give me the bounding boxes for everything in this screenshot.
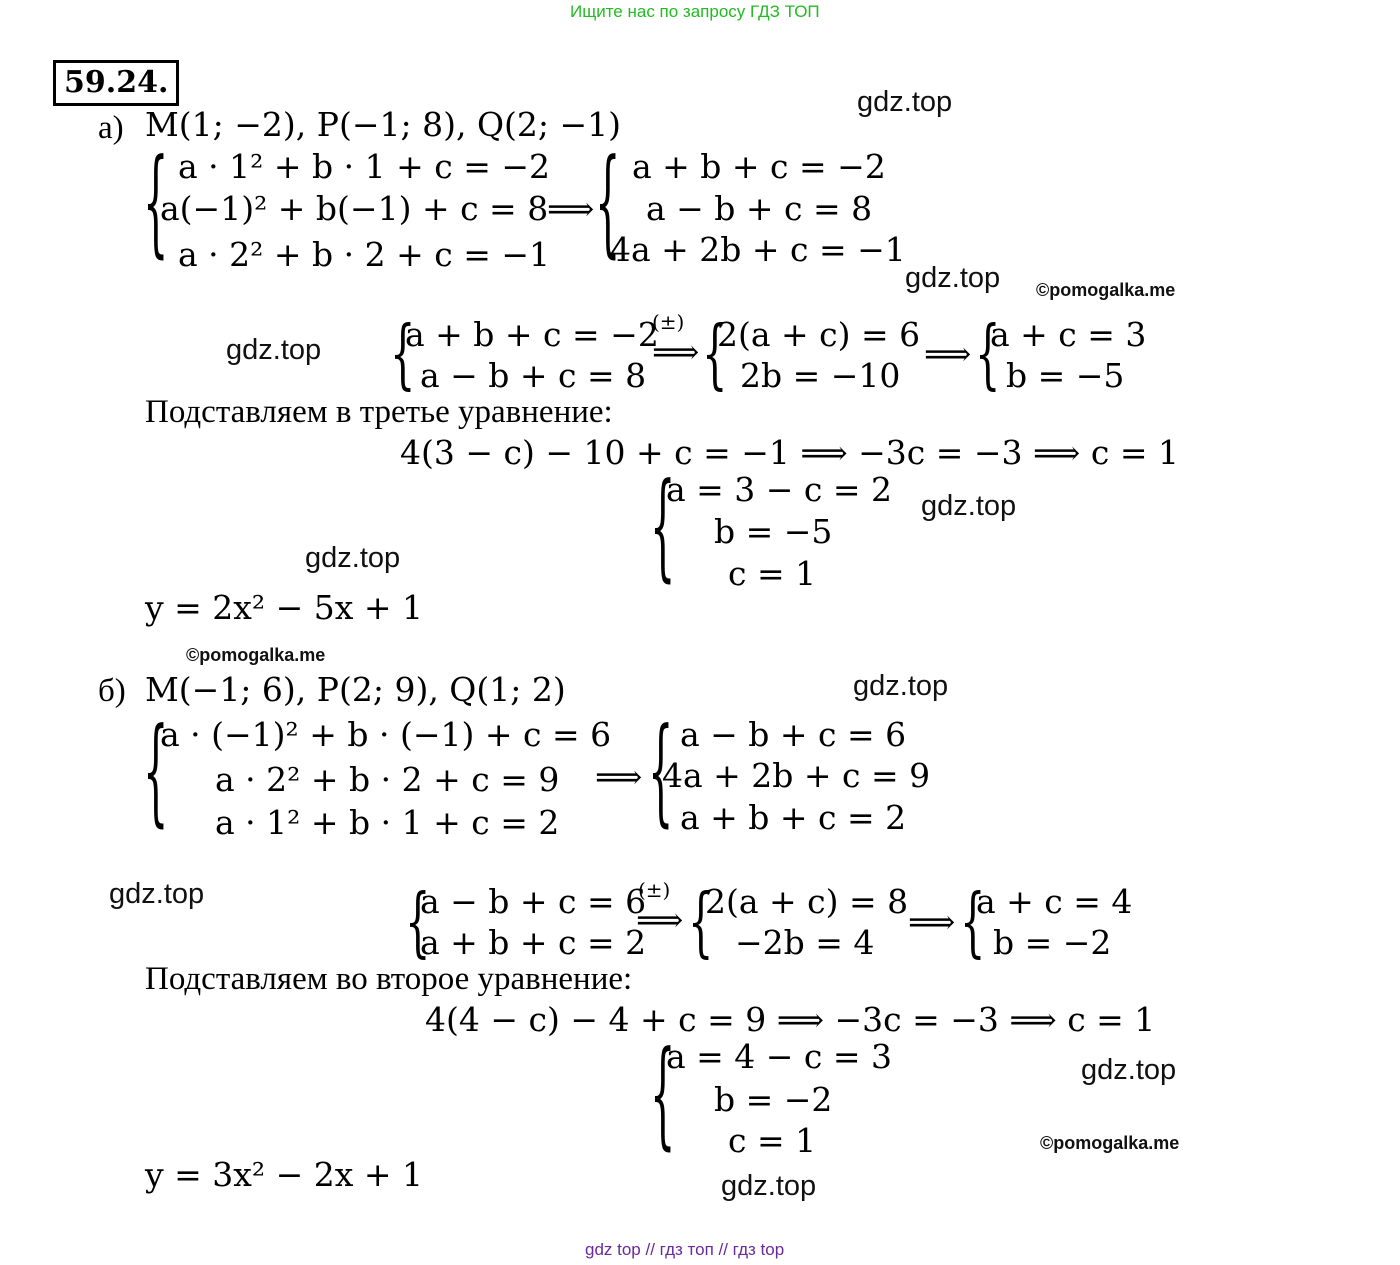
brace: { bbox=[648, 706, 674, 840]
substitute-text: Подставляем во второе уравнение: bbox=[145, 961, 633, 997]
equation: c = 1 bbox=[728, 1121, 817, 1160]
watermark-pomogalka: ©pomogalka.me bbox=[186, 645, 326, 665]
brace: { bbox=[650, 461, 676, 595]
brace: { bbox=[688, 879, 714, 967]
implies-arrow: ⟹ bbox=[908, 902, 956, 941]
implies-arrow: ⟹ bbox=[636, 900, 684, 939]
answer: y = 2x² − 5x + 1 bbox=[145, 588, 423, 627]
equation: a + b + c = −2 bbox=[632, 147, 886, 186]
brace: { bbox=[650, 1029, 676, 1163]
answer: y = 3x² − 2x + 1 bbox=[145, 1155, 423, 1194]
part-a-points: M(1; −2), P(−1; 8), Q(2; −1) bbox=[145, 105, 622, 144]
equation: a + b + c = 2 bbox=[420, 923, 647, 962]
brace: { bbox=[595, 137, 621, 271]
watermark-gdz: gdz.top bbox=[305, 542, 401, 574]
footer-links[interactable]: gdz top // гдз топ // гдз top bbox=[585, 1240, 785, 1259]
watermark-pomogalka: ©pomogalka.me bbox=[1040, 1133, 1180, 1153]
equation: b = −2 bbox=[993, 923, 1112, 962]
equation: 2(a + c) = 6 bbox=[717, 315, 921, 354]
equation: a · 2² + b · 2 + c = 9 bbox=[215, 760, 560, 799]
equation: a · 1² + b · 1 + c = 2 bbox=[215, 803, 560, 842]
equation: a + c = 3 bbox=[990, 315, 1147, 354]
top-banner[interactable]: Ищите нас по запросу ГДЗ ТОП bbox=[570, 2, 820, 21]
brace: { bbox=[702, 311, 728, 399]
equation: b = −2 bbox=[714, 1080, 833, 1119]
equation: a + b + c = −2 bbox=[405, 315, 659, 354]
watermark-gdz: gdz.top bbox=[226, 334, 322, 366]
plus-minus-label: (±) bbox=[638, 878, 671, 902]
problem-number: 59.24. bbox=[53, 60, 179, 106]
watermark-pomogalka: ©pomogalka.me bbox=[1036, 280, 1176, 300]
equation: a = 3 − c = 2 bbox=[666, 470, 893, 509]
equation: 4a + 2b + c = −1 bbox=[610, 230, 906, 269]
equation: a = 4 − c = 3 bbox=[666, 1037, 893, 1076]
equation: b = −5 bbox=[714, 512, 833, 551]
equation: a(−1)² + b(−1) + c = 8 bbox=[160, 189, 549, 228]
brace: { bbox=[960, 879, 986, 967]
equation: a · 1² + b · 1 + c = −2 bbox=[178, 147, 550, 186]
substitute-equation: 4(4 − c) − 4 + c = 9 ⟹ −3c = −3 ⟹ c = 1 bbox=[425, 1000, 1156, 1039]
watermark-gdz: gdz.top bbox=[853, 670, 949, 702]
equation: 2b = −10 bbox=[740, 356, 901, 395]
watermark-gdz: gdz.top bbox=[921, 490, 1017, 522]
equation: a + b + c = 2 bbox=[680, 798, 907, 837]
plus-minus-label: (±) bbox=[652, 310, 685, 334]
equation: a − b + c = 6 bbox=[420, 882, 647, 921]
watermark-gdz: gdz.top bbox=[109, 878, 205, 910]
brace: { bbox=[390, 311, 416, 399]
equation: a − b + c = 8 bbox=[420, 356, 647, 395]
equation: b = −5 bbox=[1006, 356, 1125, 395]
substitute-equation: 4(3 − c) − 10 + c = −1 ⟹ −3c = −3 ⟹ c = 1 bbox=[400, 433, 1179, 472]
implies-arrow: ⟹ bbox=[547, 189, 595, 228]
substitute-text: Подставляем в третье уравнение: bbox=[145, 394, 613, 430]
implies-arrow: ⟹ bbox=[652, 332, 700, 371]
part-a-label: а) bbox=[98, 110, 124, 146]
equation: c = 1 bbox=[728, 554, 817, 593]
equation: 4a + 2b + c = 9 bbox=[662, 756, 931, 795]
equation: 2(a + c) = 8 bbox=[705, 882, 909, 921]
watermark-gdz: gdz.top bbox=[721, 1170, 817, 1202]
watermark-gdz: gdz.top bbox=[1081, 1054, 1177, 1086]
part-b-points: M(−1; 6), P(2; 9), Q(1; 2) bbox=[145, 670, 566, 709]
brace: { bbox=[143, 137, 169, 271]
implies-arrow: ⟹ bbox=[595, 757, 643, 796]
brace: { bbox=[405, 879, 431, 967]
watermark-gdz: gdz.top bbox=[905, 262, 1001, 294]
equation: a − b + c = 6 bbox=[680, 715, 907, 754]
watermark-gdz: gdz.top bbox=[857, 86, 953, 118]
equation: a · 2² + b · 2 + c = −1 bbox=[178, 235, 550, 274]
brace: { bbox=[975, 311, 1001, 399]
part-b-label: б) bbox=[98, 673, 126, 709]
implies-arrow: ⟹ bbox=[924, 334, 972, 373]
equation: −2b = 4 bbox=[735, 923, 875, 962]
brace: { bbox=[143, 706, 169, 840]
equation: a + c = 4 bbox=[976, 882, 1133, 921]
equation: a · (−1)² + b · (−1) + c = 6 bbox=[160, 715, 612, 754]
equation: a − b + c = 8 bbox=[646, 189, 873, 228]
